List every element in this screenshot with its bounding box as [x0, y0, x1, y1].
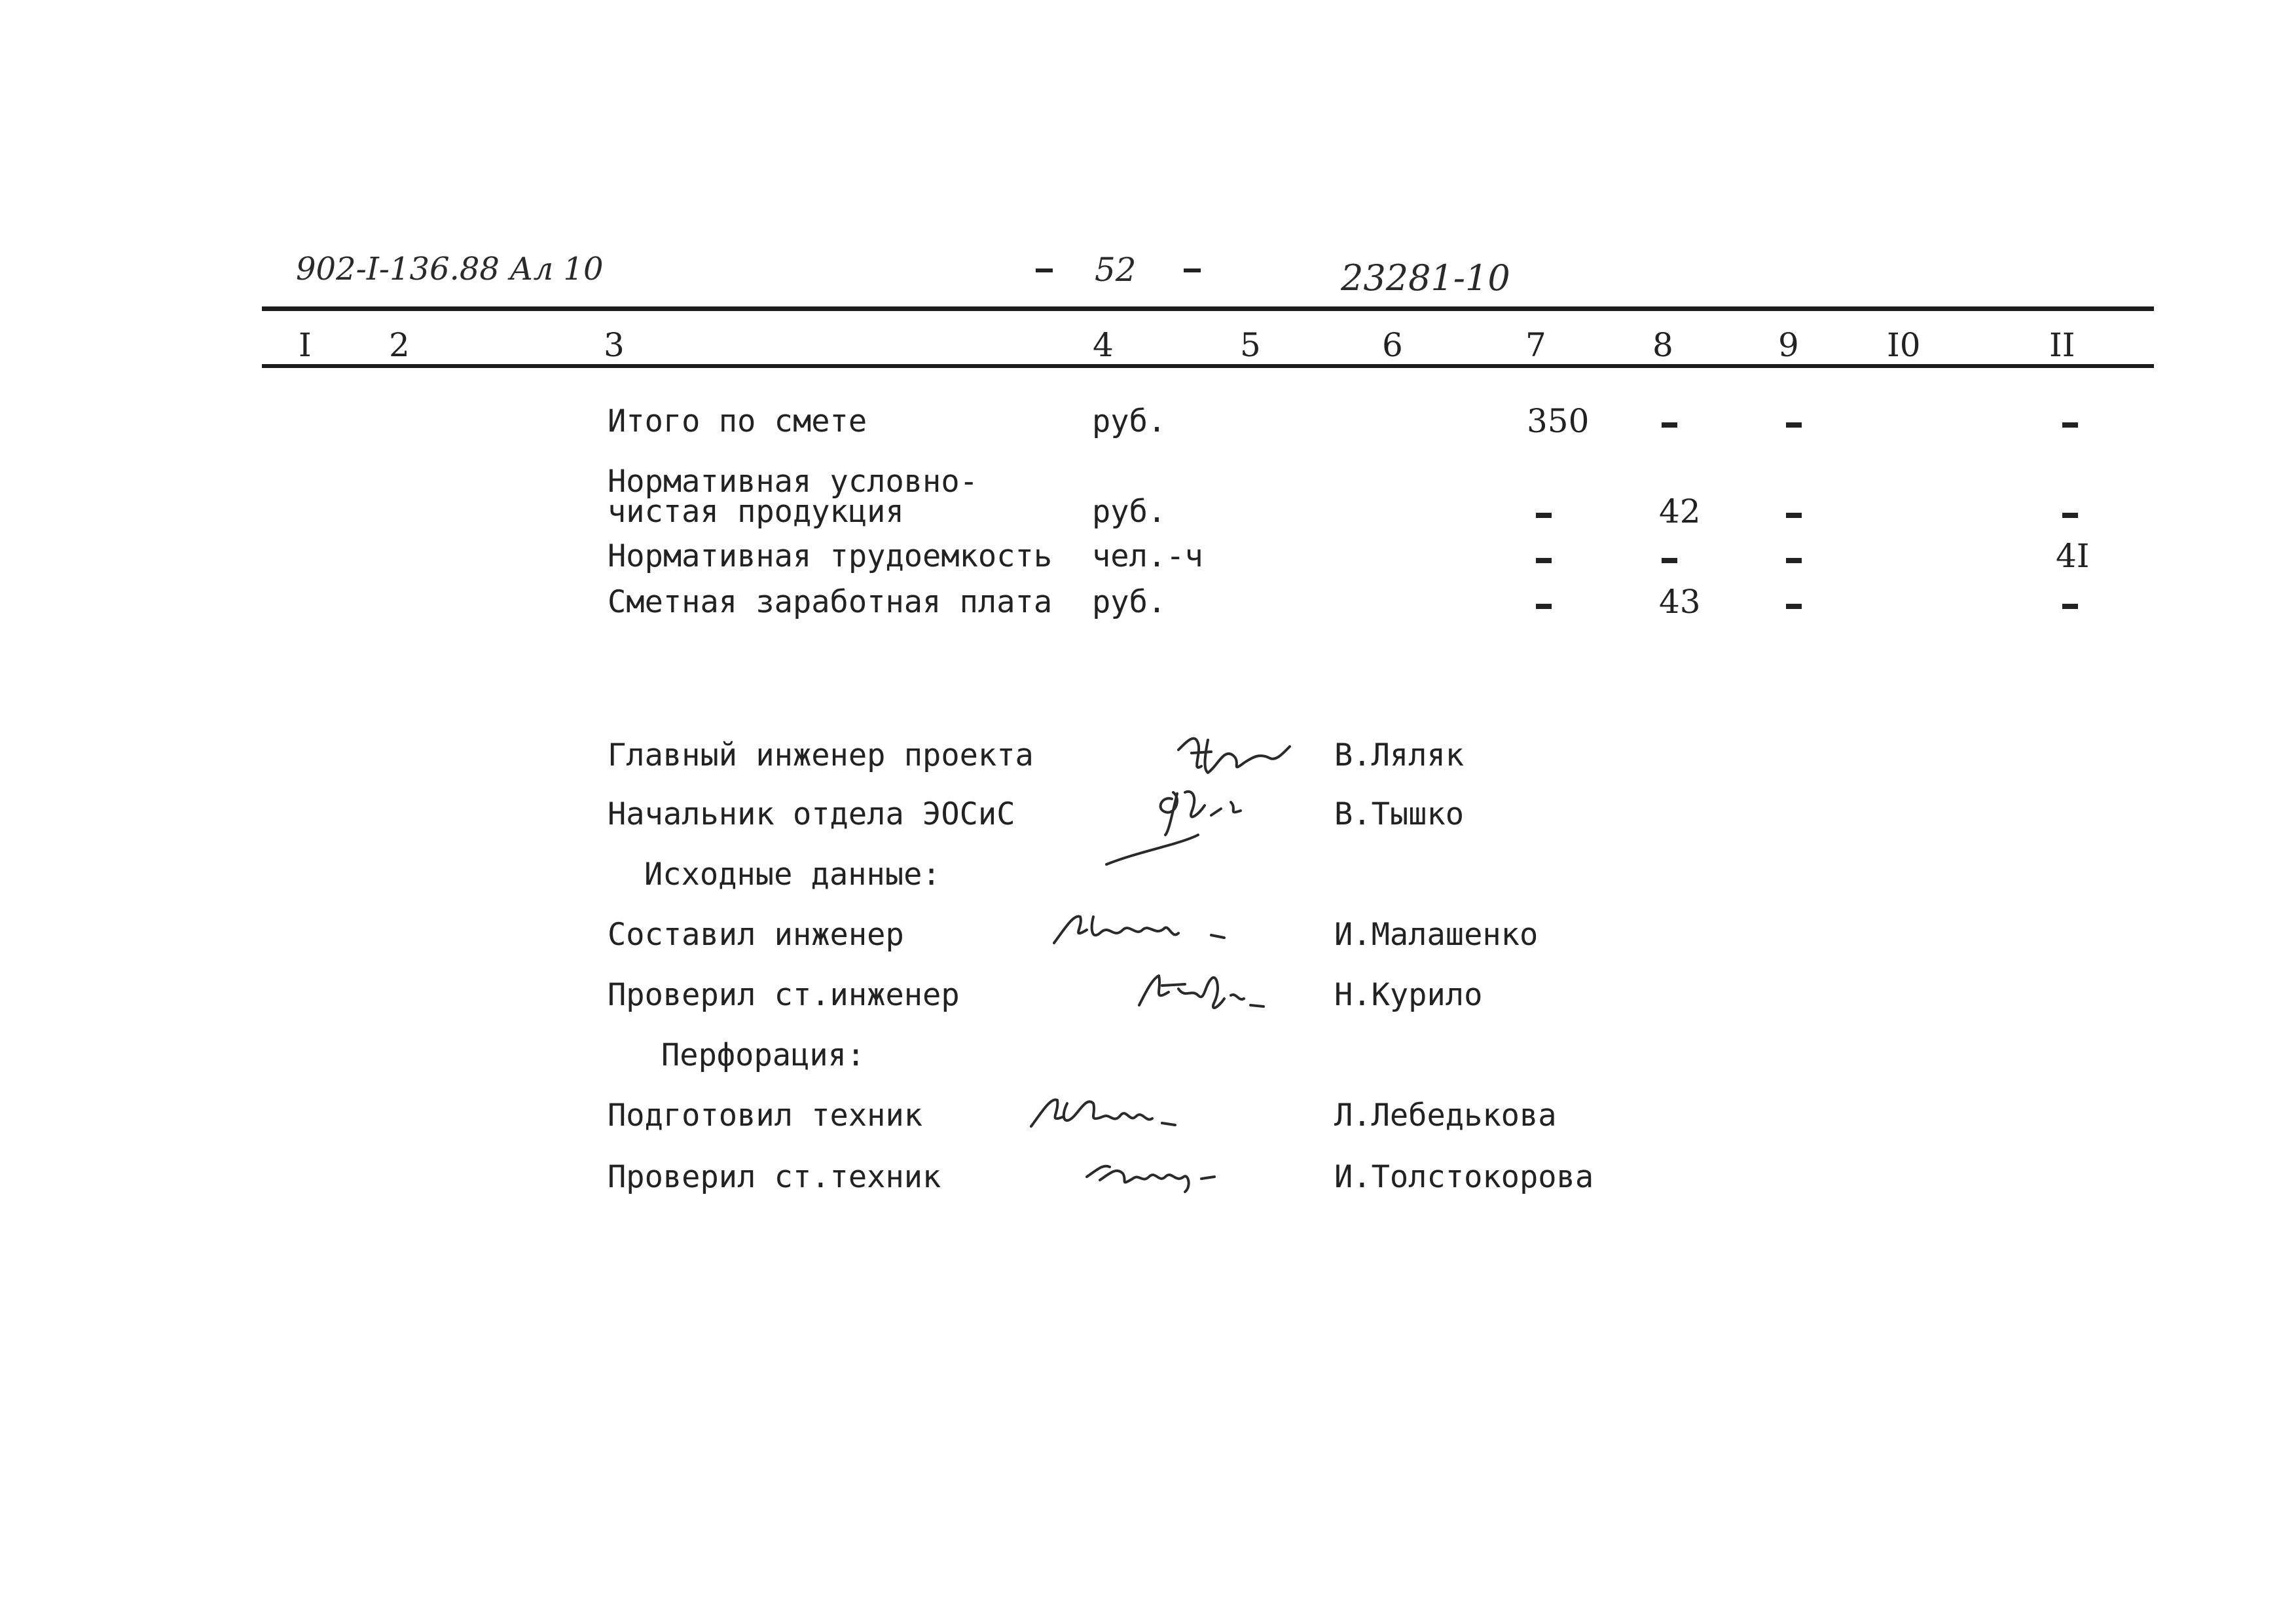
- name-dept-head: В.Тышко: [1334, 796, 1465, 832]
- row-name: Нормативная трудоемкость: [608, 538, 1053, 574]
- column-number-6: 6: [1382, 326, 1403, 364]
- row-unit: чел.-ч: [1092, 538, 1203, 574]
- row-name: Сметная заработная плата: [608, 584, 1053, 620]
- row-value-col7-dash: [1536, 558, 1552, 563]
- source-data-heading: Исходные данные:: [644, 857, 941, 893]
- role-checked-senior-technician: Проверил ст.техник: [608, 1159, 941, 1195]
- table-top-rule: [262, 306, 2154, 311]
- row-value-col9-dash: [1786, 422, 1802, 428]
- role-compiled: Составил инженер: [608, 917, 904, 953]
- column-number-8: 8: [1652, 326, 1673, 364]
- row-name: Итого по смете: [608, 403, 867, 439]
- signature-prepared: [1021, 1087, 1218, 1139]
- page-number-dash-left: [1036, 268, 1053, 272]
- page-number: 52: [1095, 251, 1137, 289]
- row-value-col9-dash: [1786, 513, 1802, 518]
- perforation-heading: Перфорация:: [661, 1037, 866, 1073]
- column-number-3: 3: [604, 326, 625, 364]
- column-number-2: 2: [389, 326, 410, 364]
- row-value-col7-dash: [1536, 513, 1552, 518]
- name-chief-engineer: В.Ляляк: [1334, 737, 1465, 773]
- signature-checked-senior-technician: [1080, 1147, 1237, 1200]
- column-number-5: 5: [1240, 326, 1261, 364]
- document-code: 902-I-136.88 Ал 10: [296, 251, 604, 287]
- row-value-col8: 42: [1659, 492, 1701, 530]
- row-unit: руб.: [1092, 494, 1167, 530]
- role-prepared: Подготовил техник: [608, 1098, 923, 1134]
- signature-checked-senior-engineer: [1126, 959, 1270, 1025]
- row-value-col9-dash: [1786, 558, 1802, 563]
- signature-dept-head: [1100, 779, 1290, 871]
- column-number-9: 9: [1778, 326, 1799, 364]
- name-prepared: Л.Лебедькова: [1334, 1098, 1557, 1134]
- row-unit: руб.: [1092, 584, 1167, 620]
- name-checked-senior-engineer: Н.Курило: [1334, 977, 1483, 1013]
- column-number-7: 7: [1525, 326, 1546, 364]
- row-value-col8-dash: [1662, 558, 1677, 563]
- name-compiled: И.Малашенко: [1334, 917, 1539, 953]
- row-unit: руб.: [1092, 403, 1167, 439]
- column-number-11: II: [2049, 326, 2075, 364]
- inventory-number: 23281-10: [1341, 257, 1510, 299]
- role-chief-engineer: Главный инженер проекта: [608, 737, 1034, 773]
- signature-chief-engineer: [1172, 727, 1296, 786]
- row-value-col11: 4I: [2056, 537, 2090, 575]
- row-name-line1: Нормативная условно-: [608, 464, 978, 500]
- row-value-col7: 350: [1527, 402, 1590, 440]
- column-number-4: 4: [1093, 326, 1114, 364]
- role-dept-head: Начальник отдела ЭОСиС: [608, 796, 1015, 832]
- row-value-col11-dash: [2062, 604, 2078, 609]
- table-header-rule: [262, 364, 2154, 368]
- role-checked-senior-engineer: Проверил ст.инженер: [608, 977, 960, 1013]
- name-checked-senior-technician: И.Толстокорова: [1334, 1159, 1594, 1195]
- row-name-line2: чистая продукция: [608, 494, 904, 530]
- row-value-col8: 43: [1659, 583, 1701, 621]
- row-value-col7-dash: [1536, 604, 1552, 609]
- signature-compiled: [1048, 904, 1231, 956]
- row-value-col11-dash: [2062, 422, 2078, 428]
- page-number-dash-right: [1184, 268, 1201, 272]
- column-number-10: I0: [1887, 326, 1921, 364]
- column-number-1: I: [299, 326, 312, 364]
- row-value-col9-dash: [1786, 604, 1802, 609]
- row-value-col11-dash: [2062, 513, 2078, 518]
- row-value-col8-dash: [1662, 422, 1677, 428]
